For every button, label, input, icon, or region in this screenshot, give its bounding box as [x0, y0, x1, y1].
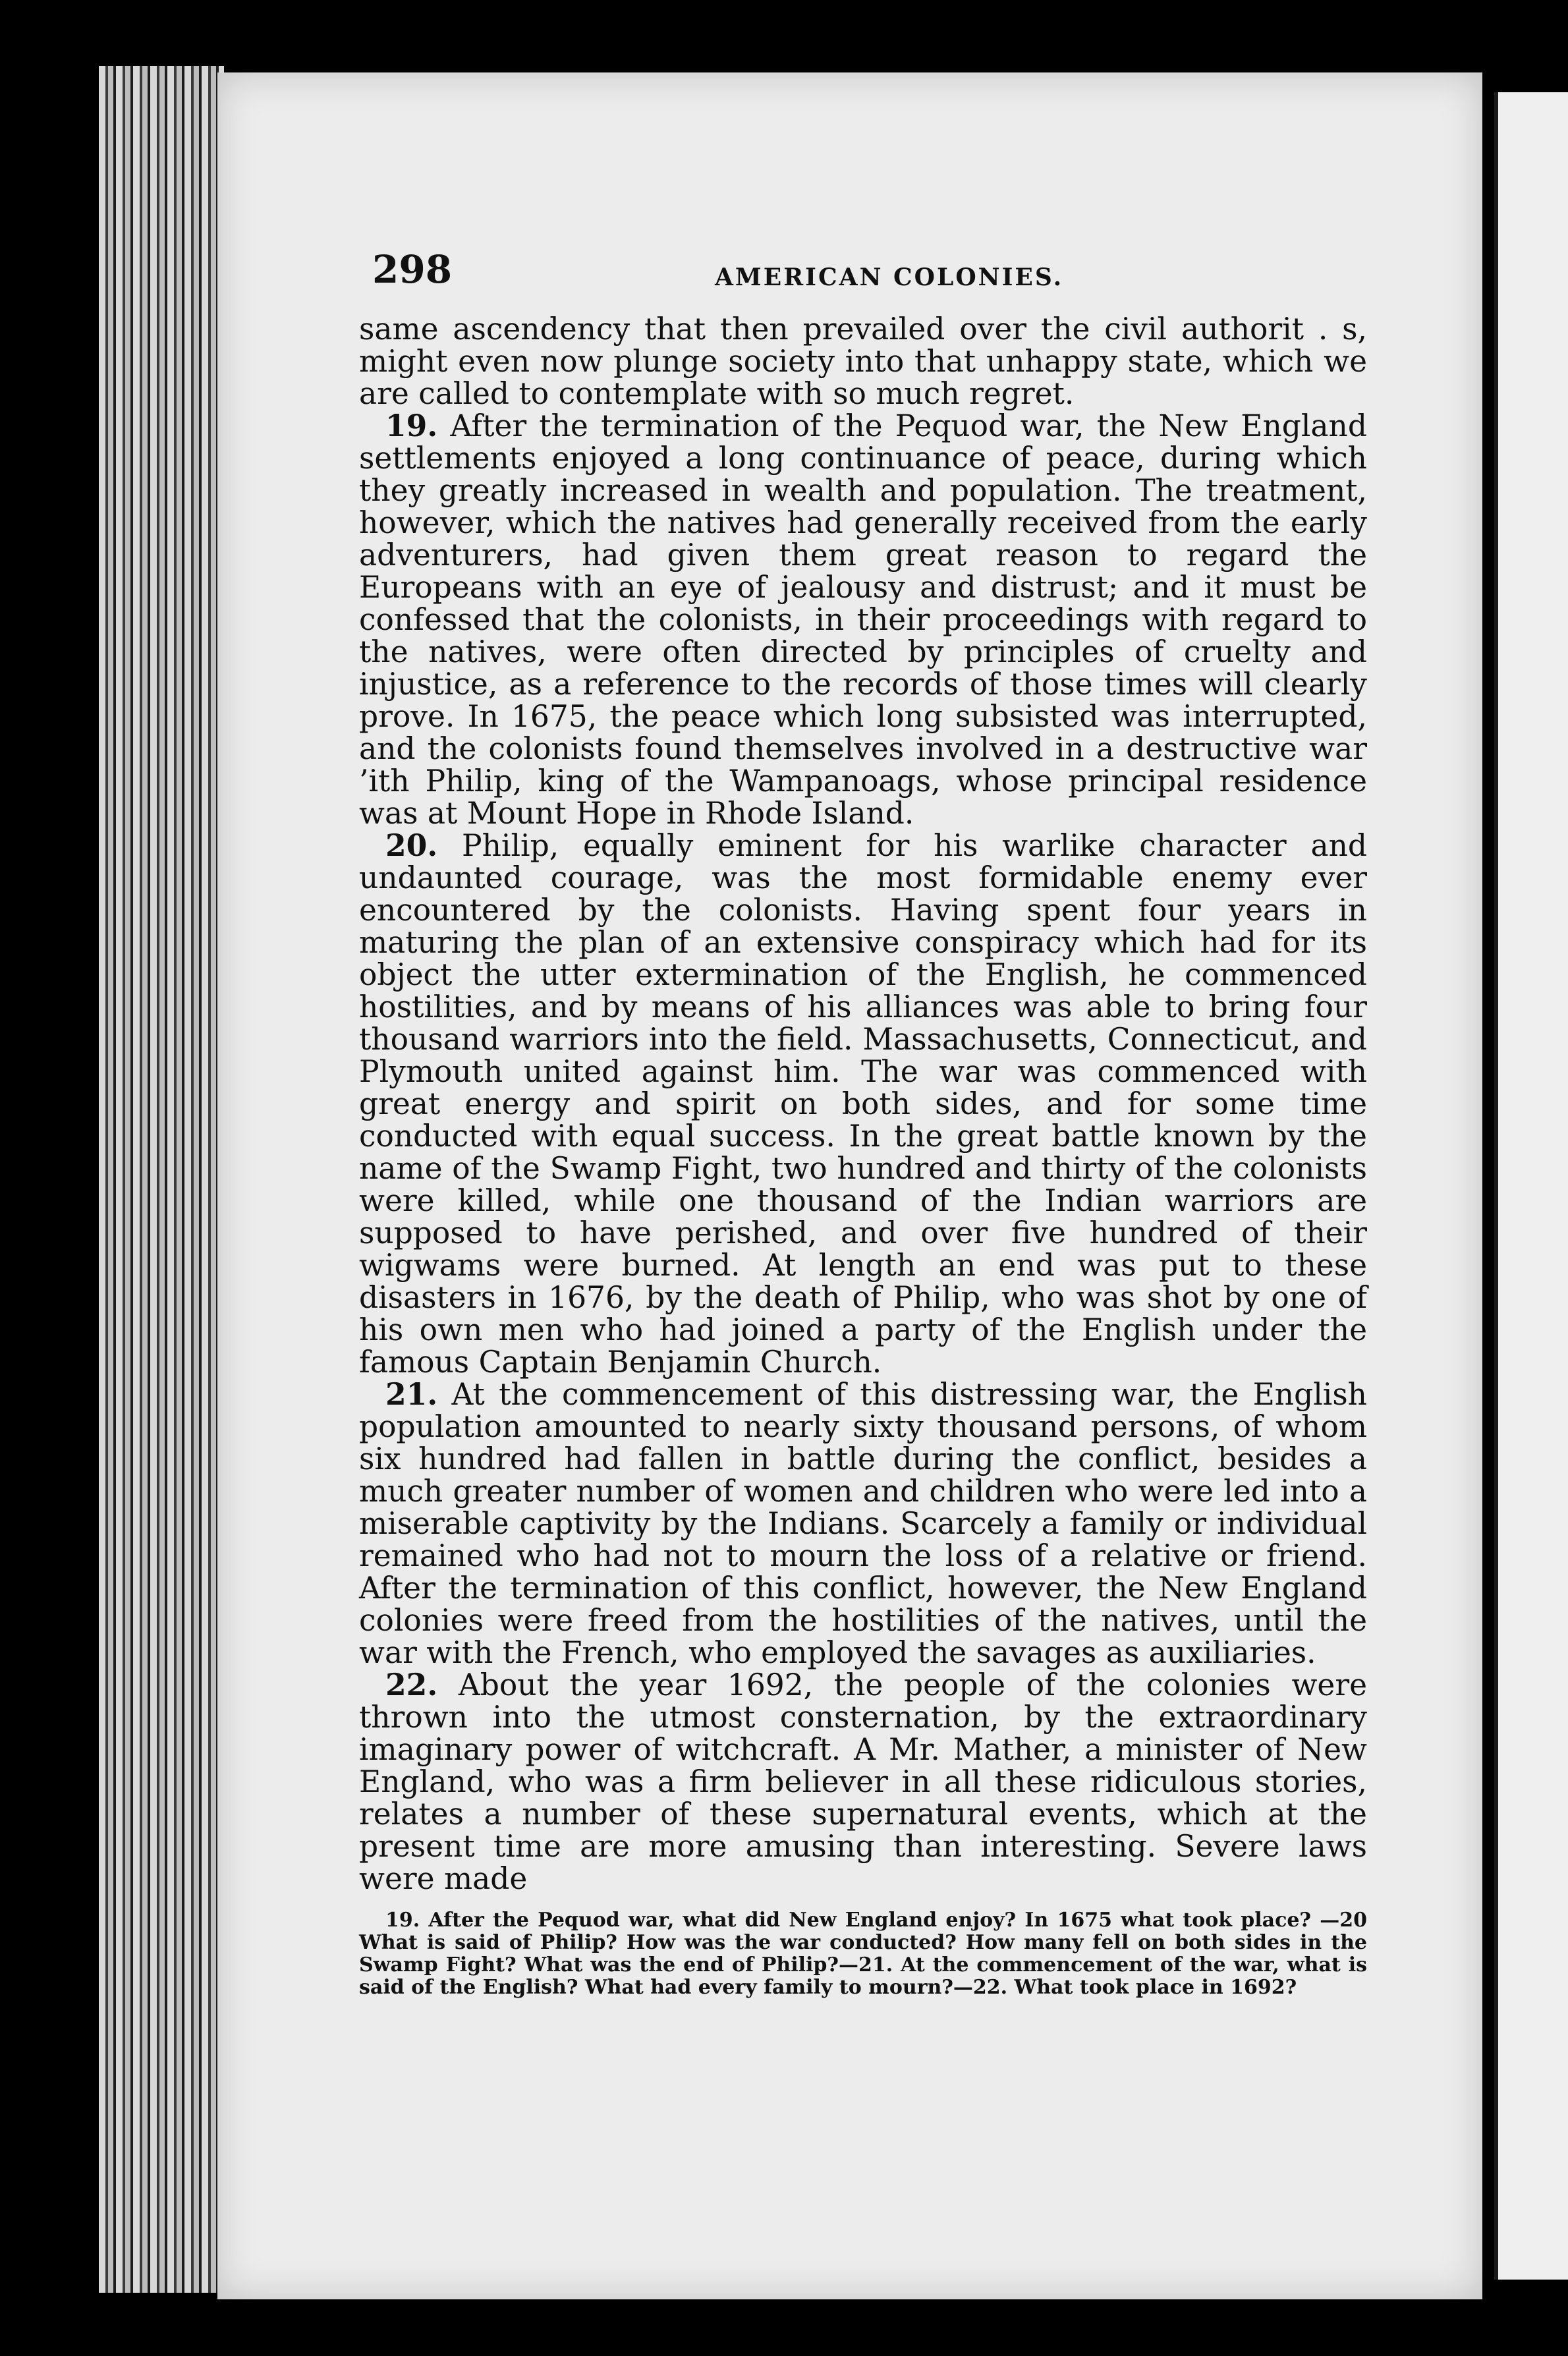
- paragraph-21: [359, 1378, 1367, 1669]
- running-head: [359, 240, 1367, 306]
- paragraph-text: About the year 1692, the people of the colonies were thrown into the utmost consternation, by the extraordinary imaginary power of witchcraft. A Mr. Mather, a minister of New England, who was a firm believer in all these ridiculous stories, relates a number of these supernatural events, which at the present time are more amusing than interesting. Severe laws were made: [359, 1668, 1368, 1896]
- book-binding-edge: [99, 66, 224, 2293]
- paragraph-text: After the termination of the Pequod war, the New England settlements enjoyed a long continuance of peace, during which they greatly increased in wealth and population. The treatment, however, which the natives had generally received from the early adventurers, had given them great reason to regard the Europeans with an eye of jealousy and distrust; and it must be confessed that the colonists, in their proceedings with regard to the natives, were often directed by principles of cruelty and injustice, as a reference to the records of those times will clearly prove. In 1675, the peace which long subsisted was interrupted, and the colonists found themselves involved in a destructive war ’ith Philip, king of the Wampanoags, whose principal residence was at Mount Hope in Rhode Island.: [359, 408, 1367, 831]
- page-content: [359, 240, 1367, 1999]
- paragraph-number: 21.: [385, 1376, 438, 1412]
- body-text: [359, 313, 1367, 1895]
- paragraph-19: [359, 410, 1367, 829]
- paragraph-20: [359, 829, 1367, 1378]
- paragraph-text: At the commencement of this distressing war, the English population amounted to nearly sixty thousand persons, of whom six hundred had fallen in battle during the conflict, besides a much greater number of women and children who were led into a miserable captivity by the Indians. Scarcely a family or individual remained who had not to mourn the loss of a relative or friend. After the termination of this conflict, however, the New England colonies were freed from the hostilities of the natives, until the war with the French, who employed the savages as auxiliaries.: [359, 1377, 1367, 1670]
- paragraph-22: [359, 1669, 1367, 1895]
- paragraph-text: Philip, equally eminent for his warlike character and undaunted courage, was the most formidable enemy ever encountered by the colonists. Having spent four years in maturing the plan of an extensive conspiracy which had for its object the utter extermination of the English, he commenced hostilities, and by means of his alliances was able to bring four thousand warriors into the field. Massachusetts, Connecticut, and Plymouth united against him. The war was commenced with great energy and spirit on both sides, and for some time conducted with equal success. In the great battle known by the name of the Swamp Fight, two hundred and thirty of the colonists were killed, while one thousand of the Indian warriors are supposed to have perished, and over five hundred of their wigwams were burned. At length an end was put to these disasters in 1676, by the death of Philip, who was shot by one of his own men who had joined a party of the English under the famous Captain Benjamin Church.: [359, 828, 1367, 1380]
- paragraph-number: 20.: [385, 827, 438, 863]
- page-number: 298: [372, 247, 453, 292]
- footnote-text: 19. After the Pequod war, what did New England enjoy? In 1675 what took place? —20 What is said of Philip? How was the war conducted? How many fell on both sides in the Swamp Fight? What was the end of Philip?—21. At the commencement of the war, what is said of the English? What had every family to mourn?—22. What took place in 1692?: [359, 1909, 1367, 1999]
- study-questions: [359, 1909, 1367, 1999]
- paragraph-number: 19.: [385, 408, 438, 443]
- facing-page-edge: [1494, 92, 1568, 2280]
- paragraph-number: 22.: [385, 1667, 438, 1702]
- paragraph-continued: same ascendency that then prevailed over the civil authorit . s, might even now plunge society into that unhappy state, which we are called to contemplate with so much regret.: [359, 312, 1367, 411]
- page-header-title: AMERICAN COLONIES.: [715, 264, 1064, 291]
